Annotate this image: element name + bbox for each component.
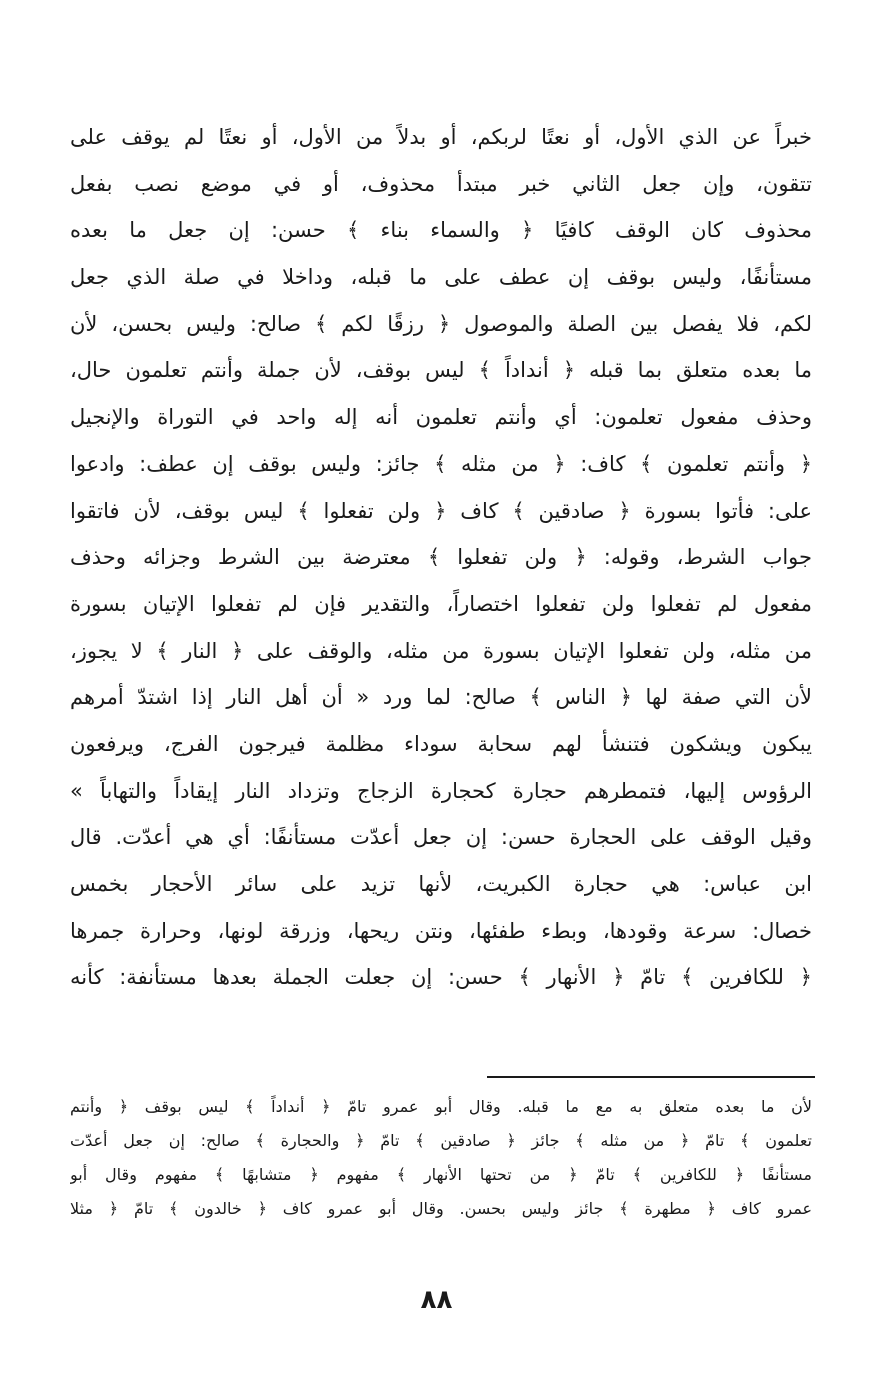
footnote-separator xyxy=(487,1076,815,1078)
text-line: وحذف مفعول تعلمون: أي وأنتم تعلمون أنه إله واحد في التوراة والإنجيل xyxy=(70,405,812,430)
text-line: خبراً عن الذي الأول، أو نعتًا لربكم، أو بدلاً من الأول، أو نعتًا لم يوقف على xyxy=(70,125,812,149)
text-line: خصال: سرعة وقودها، وبطء طفئها، ونتن ريحها، وزرقة لونها، وحرارة جمرها xyxy=(70,918,812,943)
text-line: ﴿ للكافرين ﴾ تامّ ﴿ الأنهار ﴾ حسن: إن جعلت الجملة بعدها مستأنفة: كأنه xyxy=(70,965,812,990)
text-line: جواب الشرط، وقوله: ﴿ ولن تفعلوا ﴾ معترضة بين الشرط وجزائه وحذف xyxy=(70,545,812,570)
text-line: الرؤوس إليها، فتمطرهم حجارة كحجارة الزجاج وتزداد النار إيقاداً والتهاباً » xyxy=(70,778,812,803)
text-line: محذوف كان الوقف كافيًا ﴿ والسماء بناء ﴾ حسن: إن جعل ما بعده xyxy=(70,218,812,243)
text-line: ابن عباس: هي حجارة الكبريت، لأنها تزيد على سائر الأحجار بخمس xyxy=(70,872,812,896)
text-line: لكم، فلا يفصل بين الصلة والموصول ﴿ رزقًا لكم ﴾ صالح: وليس بحسن، لأن xyxy=(70,311,812,336)
footnote-line: عمرو كاف ﴿ مطهرة ﴾ جائز وليس بحسن. وقال أبو عمرو كاف ﴿ خالدون ﴾ تامّ ﴿ مثلا xyxy=(70,1199,812,1218)
text-line: تتقون، وإن جعل الثاني خبر مبتدأ محذوف، أو في موضع نصب بفعل xyxy=(70,171,812,196)
text-line: على: فأتوا بسورة ﴿ صادقين ﴾ كاف ﴿ ولن تفعلوا ﴾ ليس بوقف، لأن فاتقوا xyxy=(70,498,812,523)
text-line: مستأنفًا، وليس بوقف إن عطف على ما قبله، وداخلا في صلة الذي جعل xyxy=(70,265,812,290)
text-line: لأن التي صفة لها ﴿ الناس ﴾ صالح: لما ورد « أن أهل النار إذا اشتدّ أمرهم xyxy=(70,685,812,710)
text-line: ﴿ وأنتم تعلمون ﴾ كاف: ﴿ من مثله ﴾ جائز: وليس بوقف إن عطف: وادعوا xyxy=(70,451,812,476)
text-line: وقيل الوقف على الحجارة حسن: إن جعل أعدّت مستأنفًا: أي هي أعدّت. قال xyxy=(70,825,812,850)
main-text xyxy=(70,114,812,1001)
footnote-line: مستأنفًا ﴿ للكافرين ﴾ تامّ ﴿ من تحتها الأنهار ﴾ مفهوم ﴿ متشابهًا ﴾ مفهوم وقال أبو xyxy=(70,1165,812,1184)
footnote-line: تعلمون ﴾ تامّ ﴿ من مثله ﴾ جائز ﴿ صادقين ﴾ تامّ ﴿ والحجارة ﴾ صالح: إن جعل أعدّت xyxy=(70,1131,812,1150)
text-line: من مثله، ولن تفعلوا الإتيان بسورة من مثله، والوقف على ﴿ النار ﴾ لا يجوز، xyxy=(70,638,812,663)
footnotes xyxy=(70,1090,812,1226)
page-number: ٨٨ xyxy=(420,1285,453,1315)
text-line: مفعول لم تفعلوا ولن تفعلوا اختصاراً، والتقدير فإن لم تفعلوا الإتيان بسورة xyxy=(70,591,812,616)
text-line: يبكون ويشكون فتنشأ لهم سحابة سوداء مظلمة فيرجون الفرج، ويرفعون xyxy=(70,731,812,756)
text-line: ما بعده متعلق بما قبله ﴿ أنداداً ﴾ ليس بوقف، لأن جملة وأنتم تعلمون حال، xyxy=(70,358,812,383)
footnote-line: لأن ما بعده متعلق به مع ما قبله. وقال أبو عمرو تامّ ﴿ أنداداً ﴾ ليس بوقف ﴿ وأنتم xyxy=(70,1097,812,1116)
